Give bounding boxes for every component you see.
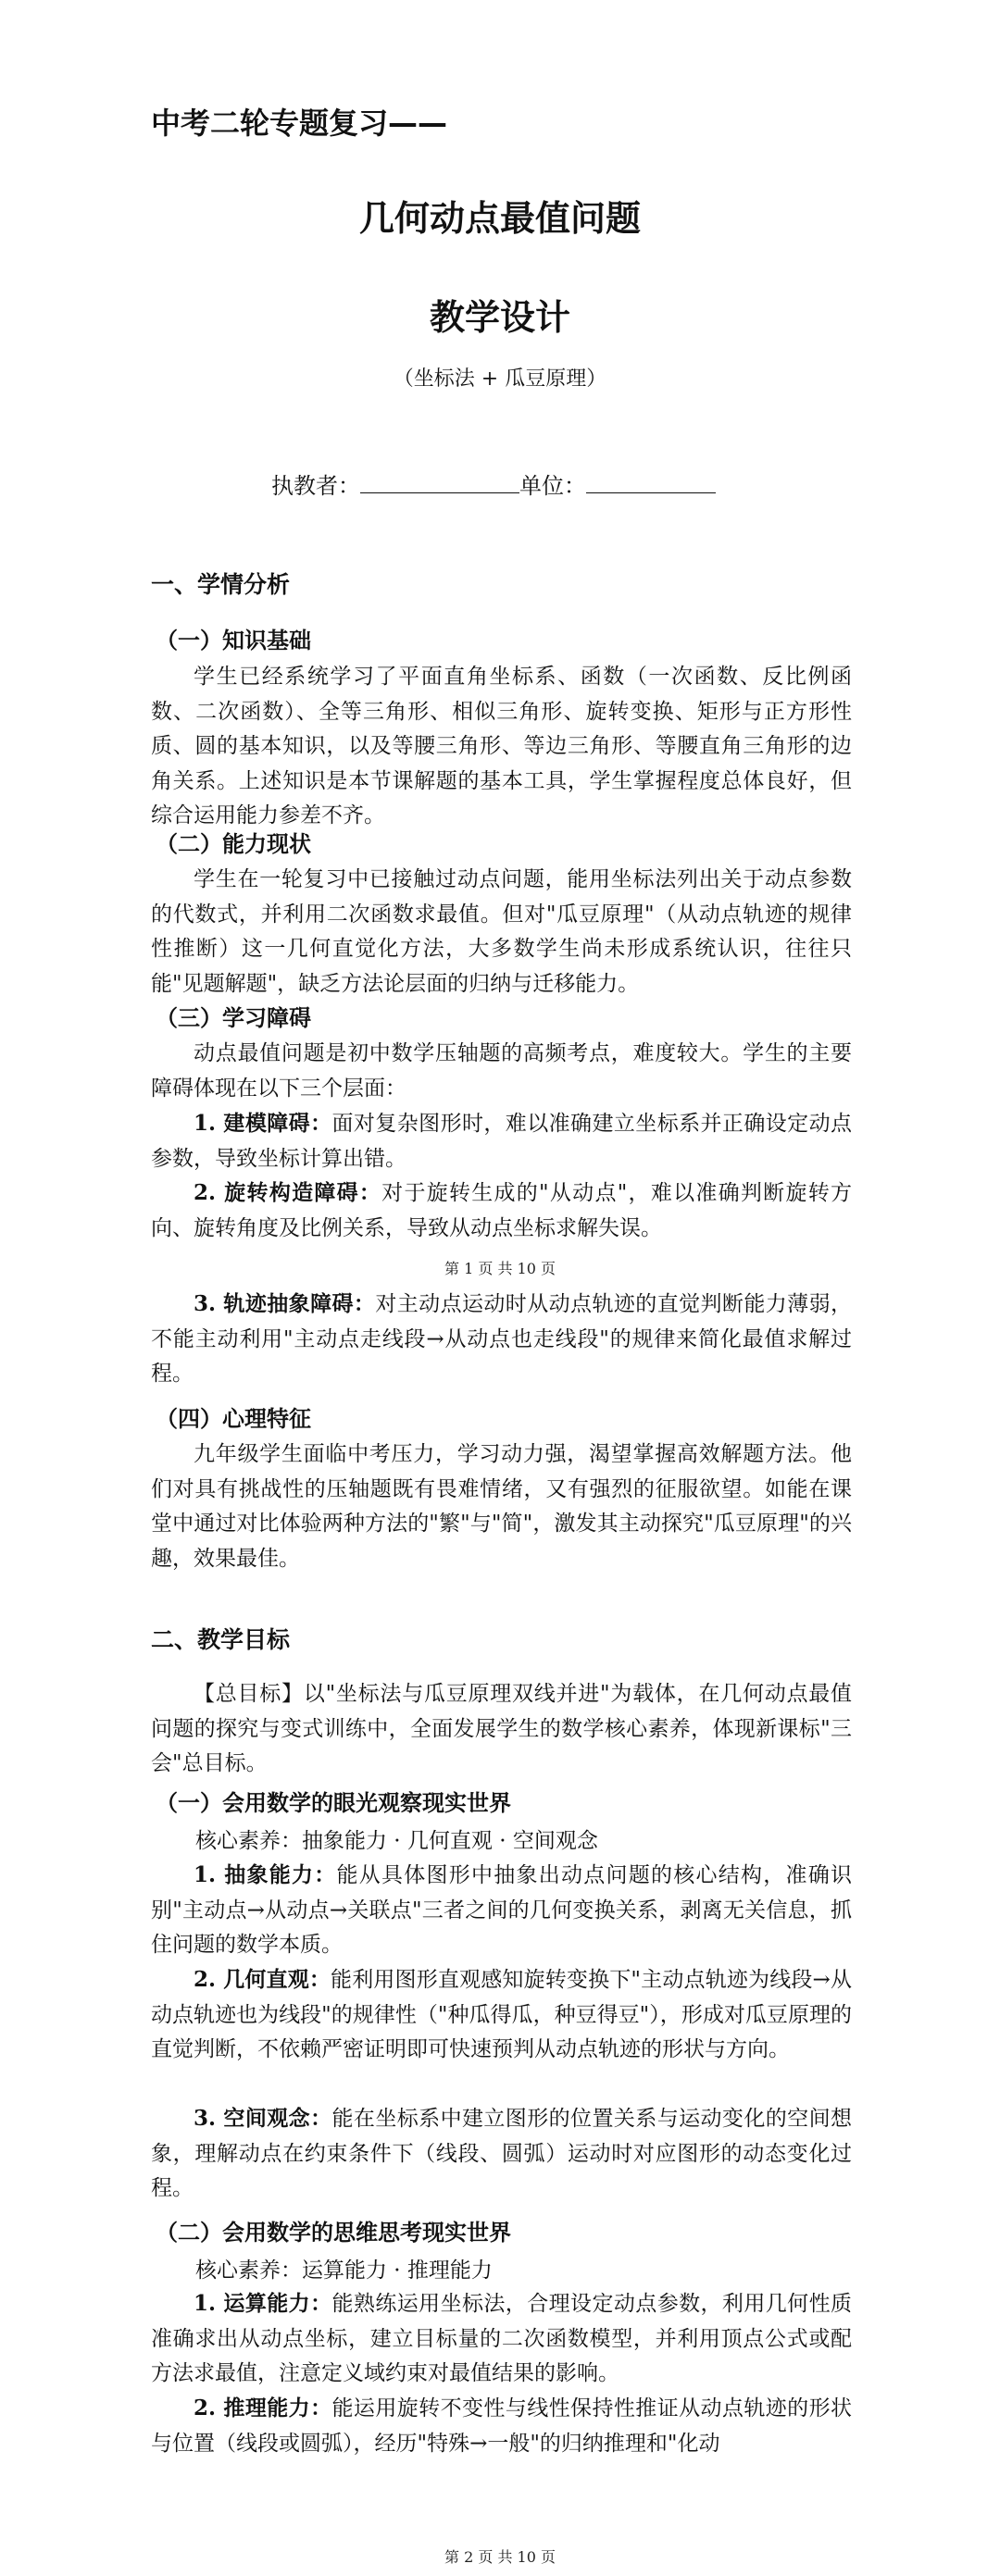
goal-item-2 (151, 1962, 852, 2068)
document-subtitle: 教学设计 (429, 297, 570, 338)
obstacle-item-1-key: 1. 建模障碍： (194, 1111, 332, 1136)
page-2-footer: 第 2 页 共 10 页 (444, 2548, 556, 2566)
obstacle-item-2-text: 对于旋转生成的"从动点"，难以准确判断旋转方向、旋转角度及比例关系，导致从动点坐标求解失误。 (151, 1181, 852, 1240)
knowledge-paragraph: 学生已经系统学习了平面直角坐标系、函数（一次函数、反比例函数、二次函数）、全等三角形、相似三角形、旋转变换、矩形与正方形性质、圆的基本知识，以及等腰三角形、等边三角形、等腰直角三角形的边角关系。上述知识是本节课解题的基本工具，学生掌握程度总体良好，但综合运用能力参差不齐。 (151, 665, 852, 828)
ability-paragraph: 学生在一轮复习中已接触过动点问题，能用坐标法列出关于动点参数的代数式，并利用二次函数求最值。但对"瓜豆原理"（从动点轨迹的规律性推断）这一几何直觉化方法，大多数学生尚未形成系统认识，往往只能"见题解题"，缺乏方法论层面的归纳与迁移能力。 (151, 867, 852, 996)
executor-label: 执教者： (271, 473, 360, 499)
document-title: 几何动点最值问题 (358, 198, 641, 239)
goal-item-2-text: 能利用图形直观感知旋转变换下"主动点轨迹为线段→从动点轨迹也为线段"的规律性（"种瓜得瓜，种豆得豆"），形成对瓜豆原理的直觉判断，不依赖严密证明即可快速预判从动点轨迹的形状与方向。 (151, 1968, 852, 2061)
obstacle-item-2 (151, 1176, 852, 1246)
goal-item-5 (151, 2391, 852, 2461)
obstacle-item-3-key: 3. 轨迹抽象障碍： (194, 1291, 376, 1316)
page-2 (0, 1287, 1000, 2576)
executor-blank (360, 492, 519, 493)
overall-goal-paragraph (151, 1677, 852, 1782)
goal-item-1-text: 能从具体图形中抽象出动点问题的核心结构，准确识别"主动点→从动点→关联点"三者之间的几何变换关系，剥离无关信息，抓住问题的数学本质。 (151, 1863, 852, 1957)
obstacle-item-1-text: 面对复杂图形时，难以准确建立坐标系并正确设定动点参数，导致坐标计算出错。 (151, 1112, 852, 1171)
goal-item-5-key: 2. 推理能力： (194, 2396, 332, 2420)
page-1-footer: 第 1 页 共 10 页 (444, 1260, 556, 1277)
goal-item-1-key: 1. 抽象能力： (194, 1862, 337, 1887)
obstacle-item-3-text: 对主动点运动时从动点轨迹的直觉判断能力薄弱，不能主动利用"主动点走线段→从动点也走线段"的规律来简化最值求解过程。 (151, 1292, 852, 1386)
section-1-3-heading: （三）学习障碍 (156, 1005, 311, 1031)
goal-item-4-key: 1. 运算能力： (194, 2291, 332, 2316)
core-literacy-1: 核心素养：抽象能力 · 几何直观 · 空间观念 (195, 1829, 598, 1853)
section-1-1-heading: （一）知识基础 (156, 628, 311, 653)
section-2-heading: 二、教学目标 (151, 1626, 291, 1653)
obstacle-item-1 (151, 1106, 852, 1176)
goal-item-4 (151, 2286, 852, 2392)
overall-goal-key: 【总目标】 (194, 1682, 304, 1706)
section-1-4-heading: （四）心理特征 (156, 1406, 311, 1432)
goal-item-3-text: 能在坐标系中建立图形的位置关系与运动变化的空间想象，理解动点在约束条件下（线段、圆弧）运动时对应图形的动态变化过程。 (151, 2107, 852, 2200)
section-1-heading: 一、学情分析 (151, 571, 291, 598)
author-line (271, 467, 716, 500)
core-literacy-2: 核心素养：运算能力 · 推理能力 (195, 2259, 493, 2283)
goal-item-3-key: 3. 空间观念： (194, 2106, 332, 2131)
goal-item-3 (151, 2101, 852, 2207)
section-2-1-heading: （一）会用数学的眼光观察现实世界 (156, 1790, 511, 1816)
section-2-2-heading: （二）会用数学的思维思考现实世界 (156, 2220, 511, 2246)
goal-item-1 (151, 1858, 852, 1963)
overall-goal-text: 以"坐标法与瓜豆原理双线并进"为载体，在几何动点最值问题的探究与变式训练中，全面发展学生的数学核心素养，体现新课标"三会"总目标。 (151, 1682, 852, 1775)
unit-label: 单位： (519, 473, 586, 499)
unit-blank (586, 492, 716, 493)
series-heading: 中考二轮专题复习—— (151, 106, 448, 141)
goal-item-2-key: 2. 几何直观： (194, 1967, 331, 1992)
page-1 (0, 0, 1000, 1287)
section-1-2-heading: （二）能力现状 (156, 831, 311, 857)
psychology-paragraph: 九年级学生面临中考压力，学习动力强，渴望掌握高效解题方法。他们对具有挑战性的压轴题既有畏难情绪，又有强烈的征服欲望。如能在课堂中通过对比体验两种方法的"繁"与"简"，激发其主动探究"瓜豆原理"的兴趣，效果最佳。 (151, 1442, 852, 1571)
method-caption: （坐标法 + 瓜豆原理） (393, 367, 607, 391)
obstacle-item-3 (151, 1287, 852, 1392)
obstacle-paragraph: 动点最值问题是初中数学压轴题的高频考点，难度较大。学生的主要障碍体现在以下三个层面： (151, 1041, 852, 1101)
goal-item-4-text: 能熟练运用坐标法，合理设定动点参数，利用几何性质准确求出从动点坐标，建立目标量的二次函数模型，并利用顶点公式或配方法求最值，注意定义域约束对最值结果的影响。 (151, 2292, 852, 2385)
obstacle-item-2-key: 2. 旋转构造障碍： (194, 1180, 382, 1205)
goal-item-5-text: 能运用旋转不变性与线性保持性推证从动点轨迹的形状与位置（线段或圆弧），经历"特殊→一般"的归纳推理和"化动 (151, 2396, 852, 2456)
